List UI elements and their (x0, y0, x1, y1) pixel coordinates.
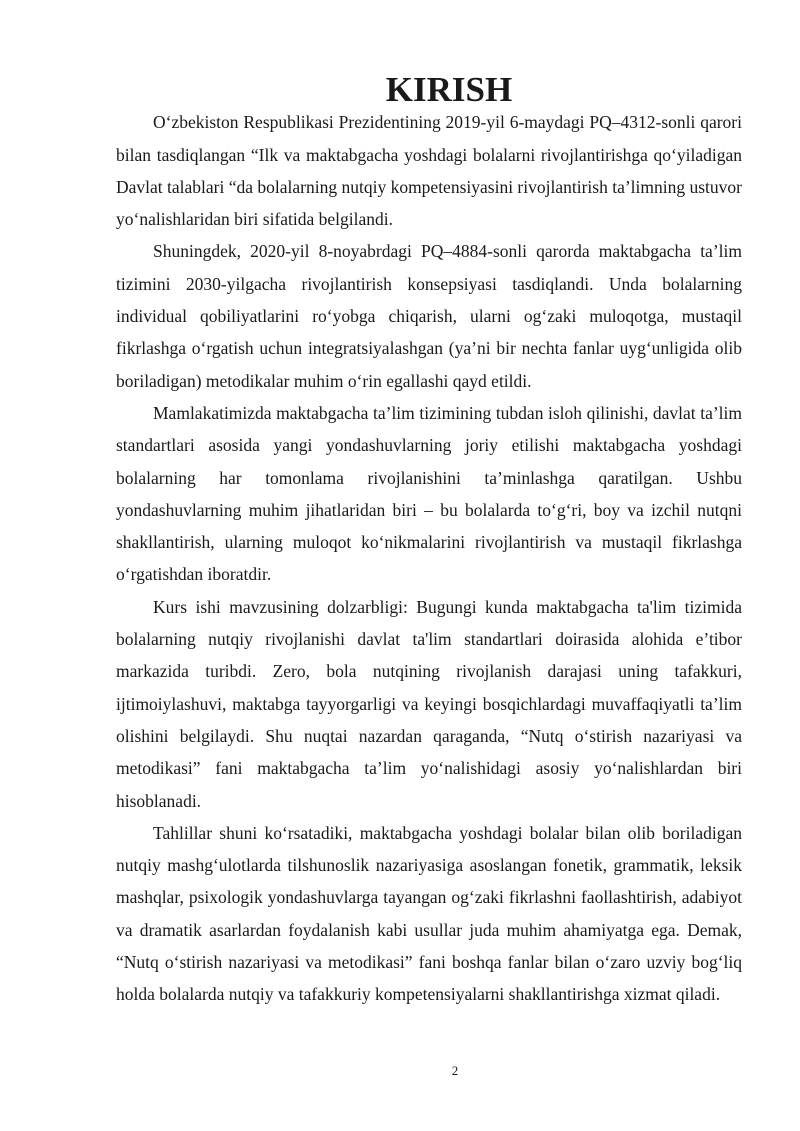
paragraph-1: O‘zbekiston Respublikasi Prezidentining 2019-yil 6-maydagi PQ–4312-sonli qarori bilan tasdiqlangan “Ilk va maktabgacha yoshdagi bolalarni rivojlantirishga qo‘yiladigan Davlat talablari “da bolalarning nutqiy kompetensiyasini rivojlantirish ta’limning ustuvor yo‘nalishlaridan biri sifatida belgilandi. (116, 112, 742, 230)
paragraph-4: Kurs ishi mavzusining dolzarbligi: Bugungi kunda maktabgacha ta'lim tizimida bolalarning nutqiy rivojlanishi davlat ta'lim standartlari doirasida alohida e’tibor markazida turibdi. Zero, bola nutqining rivojlanish darajasi uning tafakkuri, ijtimoiylashuvi, maktabga tayyorgarligi va keyingi bosqichlardagi muvaffaqiyatli ta’lim olishini belgilaydi. Shu nuqtai nazardan qaraganda, “Nutq o‘stirish nazariyasi va metodikasi” fani maktabgacha ta’lim yo‘nalishidagi asosiy yo‘nalishlardan biri hisoblanadi. (116, 596, 742, 811)
paragraph-5: Tahlillar shuni ko‘rsatadiki, maktabgacha yoshdagi bolalar bilan olib boriladigan nutqiy mashg‘ulotlarda tilshunoslik nazariyasiga asoslangan fonetik, grammatik, leksik mashqlar, psixologik yondashuvlarga tayangan og‘zaki fikrlashni faollashtirish, adabiyot va dramatik asarlardan foydalanish kabi usullar juda muhim ahamiyatga ega. Demak, “Nutq o‘stirish nazariyasi va metodikasi” fani boshqa fanlar bilan o‘zaro uzviy bog‘liq holda bolalarda nutqiy va tafakkuriy kompetensiyalarni shakllantirishga xizmat qiladi. (116, 822, 742, 1005)
document-page (116, 70, 742, 1011)
paragraph-2: Shuningdek, 2020-yil 8-noyabrdagi PQ–4884-sonli qarorda maktabgacha ta’lim tizimini 2030-yilgacha rivojlantirish konsepsiyasi tasdiqlandi. Unda bolalarning individual qobiliyatlarini ro‘yobga chiqarish, ularni og‘zaki muloqotga, mustaqil fikrlashga o‘rgatish uchun integratsiyalashgan (ya’ni bir nechta fanlar uyg‘unligida olib boriladigan) metodikalar muhim o‘rin egallashi qayd etildi. (116, 241, 742, 391)
section-title: KIRISH (385, 70, 513, 109)
paragraph-3: Mamlakatimizda maktabgacha ta’lim tizimining tubdan isloh qilinishi, davlat ta’lim standartlari asosida yangi yondashuvlarning joriy etilishi maktabgacha yoshdagi bolalarning har tomonlama rivojlanishini ta’minlashga qaratilgan. Ushbu yondashuvlarning muhim jihatlaridan biri – bu bolalarda to‘g‘ri, boy va izchil nutqni shakllantirish, ularning muloqot ko‘nikmalarini rivojlantirish va mustaqil fikrlashga o‘rgatishdan iboratdir. (116, 402, 742, 585)
page-number: 2 (451, 1063, 459, 1078)
